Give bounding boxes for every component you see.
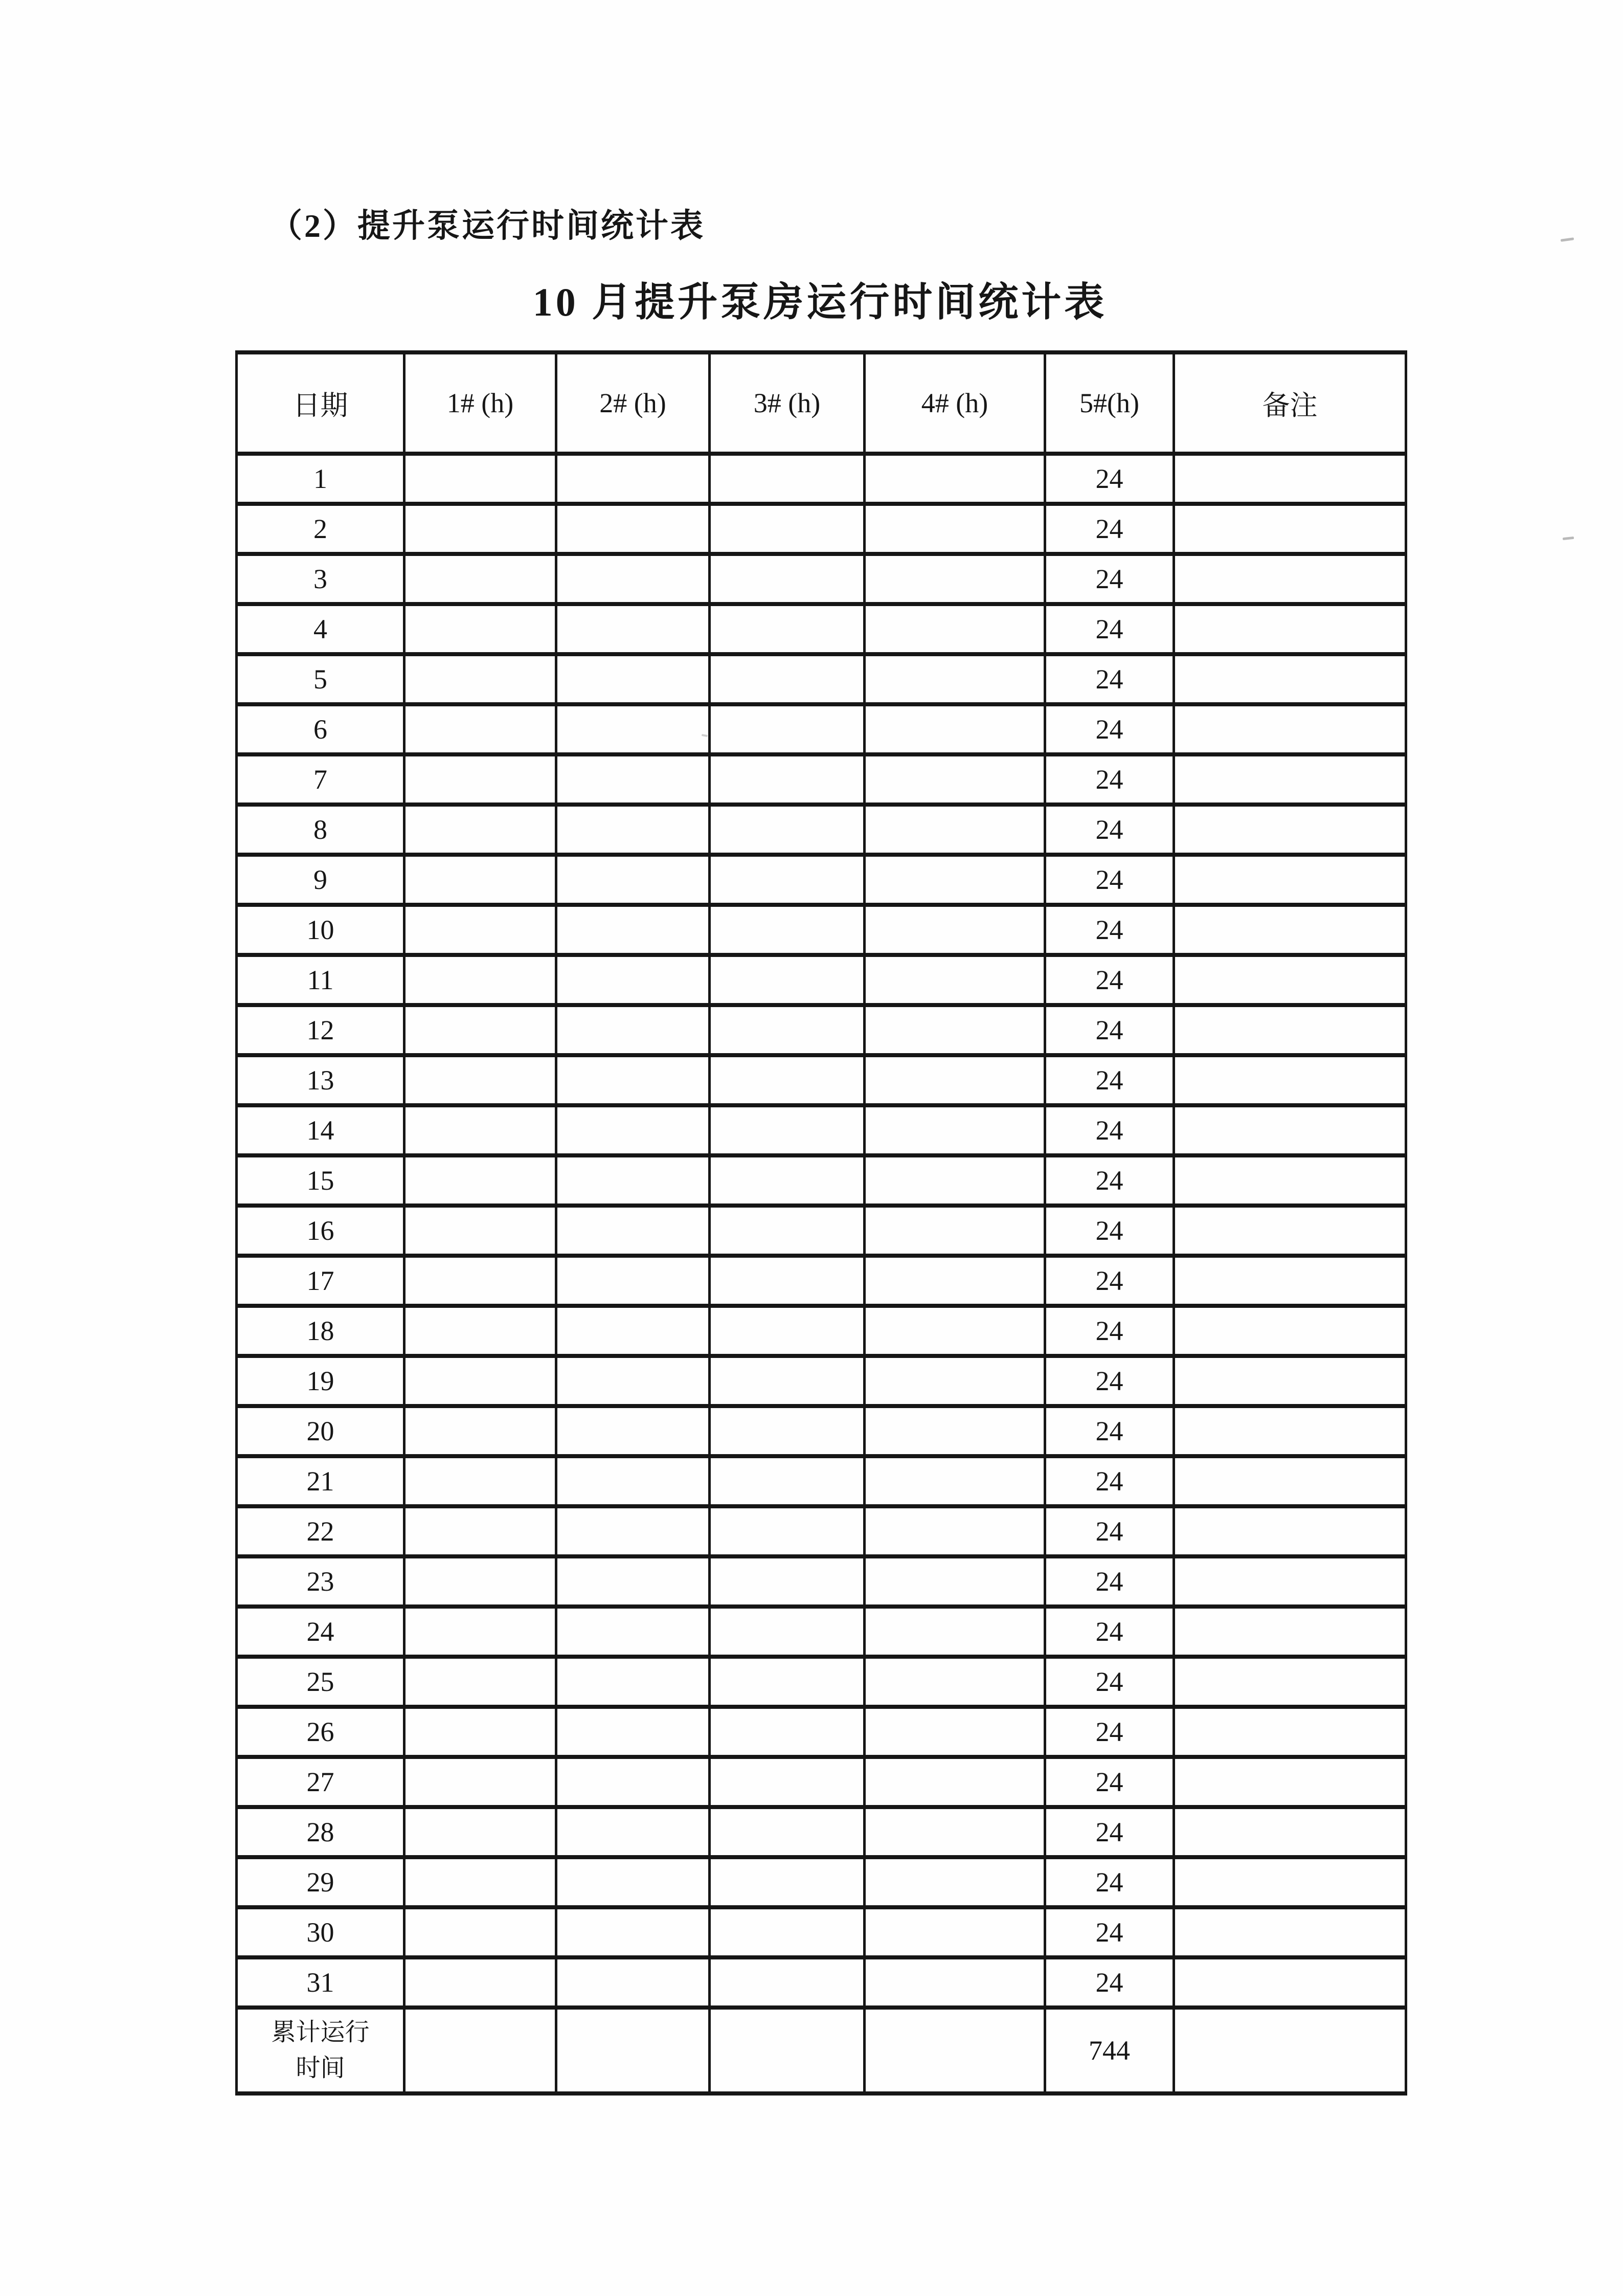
pump4-cell [865,1957,1045,2008]
pump5-cell: 24 [1045,1807,1174,1857]
pump3-cell [710,454,865,504]
day-cell: 9 [237,855,404,905]
pump4-cell [865,1306,1045,1356]
pump5-cell: 24 [1045,1657,1174,1707]
day-cell: 15 [237,1155,404,1206]
pump3-cell [710,1105,865,1155]
pump1-cell [404,654,556,704]
pump2-cell [556,1055,710,1105]
day-cell: 6 [237,704,404,754]
day-cell: 8 [237,805,404,855]
remark-cell [1174,905,1406,955]
pump1-cell [404,1807,556,1857]
pump2-cell [556,654,710,704]
pump1-cell [404,855,556,905]
pump1-cell [404,1907,556,1957]
table-row [237,1907,1406,1957]
table-row [237,654,1406,704]
table-row [237,1356,1406,1406]
pump1-cell [404,754,556,805]
remark-cell [1174,1356,1406,1406]
day-cell: 10 [237,905,404,955]
pump5-cell: 24 [1045,855,1174,905]
pump5-cell: 24 [1045,1306,1174,1356]
pump4-cell [865,704,1045,754]
remark-cell [1174,1005,1406,1055]
pump5-cell: 24 [1045,1256,1174,1306]
pump2-cell [556,1155,710,1206]
pump2-cell [556,1957,710,2008]
pump4-cell [865,1506,1045,1556]
remark-cell [1174,704,1406,754]
remark-cell [1174,1556,1406,1607]
day-cell: 12 [237,1005,404,1055]
pump2-cell [556,554,710,604]
remark-cell [1174,1105,1406,1155]
day-cell: 28 [237,1807,404,1857]
pump5-cell: 24 [1045,1406,1174,1456]
remark-cell [1174,654,1406,704]
table-row [237,704,1406,754]
table-row [237,754,1406,805]
pump4-cell [865,1556,1045,1607]
pump2-cell [556,1807,710,1857]
remark-cell [1174,1506,1406,1556]
header-pump1: 1# (h) [404,352,556,454]
pump4-cell [865,754,1045,805]
pump5-cell: 24 [1045,754,1174,805]
remark-cell [1174,1957,1406,2008]
pump1-cell [404,1406,556,1456]
pump3-cell [710,1055,865,1105]
pump5-cell: 24 [1045,1206,1174,1256]
pump2-cell [556,855,710,905]
table-row [237,1306,1406,1356]
pump5-cell: 24 [1045,504,1174,554]
remark-cell [1174,1757,1406,1807]
pump4-cell [865,1607,1045,1657]
pump1-cell [404,1456,556,1506]
table-footer [237,2008,1406,2093]
pump1-cell [404,604,556,654]
pump3-cell [710,855,865,905]
table-row [237,855,1406,905]
pump5-cell: 24 [1045,1506,1174,1556]
pump1-cell [404,1957,556,2008]
remark-cell [1174,604,1406,654]
pump4-cell [865,554,1045,604]
pump5-cell: 24 [1045,704,1174,754]
total-pump3-cell [710,2008,865,2093]
day-cell: 24 [237,1607,404,1657]
pump4-cell [865,905,1045,955]
pump5-cell: 24 [1045,604,1174,654]
pump3-cell [710,1907,865,1957]
pump2-cell [556,1506,710,1556]
pump1-cell [404,554,556,604]
total-pump5-cell: 744 [1045,2008,1174,2093]
pump5-cell: 24 [1045,1556,1174,1607]
pump2-cell [556,1757,710,1807]
pump2-cell [556,1206,710,1256]
pump2-cell [556,805,710,855]
pump2-cell [556,454,710,504]
day-cell: 13 [237,1055,404,1105]
pump3-cell [710,905,865,955]
pump2-cell [556,1406,710,1456]
pump2-cell [556,1306,710,1356]
header-pump2: 2# (h) [556,352,710,454]
pump3-cell [710,1356,865,1406]
day-cell: 2 [237,504,404,554]
pump1-cell [404,704,556,754]
pump4-cell [865,1757,1045,1807]
pump5-cell: 24 [1045,1155,1174,1206]
remark-cell [1174,1807,1406,1857]
pump3-cell [710,1256,865,1306]
pump5-cell: 24 [1045,1957,1174,2008]
pump3-cell [710,1607,865,1657]
pump1-cell [404,1206,556,1256]
pump4-cell [865,1256,1045,1306]
pump1-cell [404,1155,556,1206]
pump3-cell [710,1506,865,1556]
day-cell: 19 [237,1356,404,1406]
pump1-cell [404,1005,556,1055]
total-remark-cell [1174,2008,1406,2093]
pump5-cell: 24 [1045,1456,1174,1506]
table-row [237,1506,1406,1556]
pump2-cell [556,955,710,1005]
day-cell: 7 [237,754,404,805]
section-heading: （2）提升泵运行时间统计表 [269,208,705,244]
pump3-cell [710,1757,865,1807]
pump2-cell [556,1456,710,1506]
table-row [237,1957,1406,2008]
remark-cell [1174,1857,1406,1907]
remark-cell [1174,1206,1406,1256]
pump5-cell: 24 [1045,554,1174,604]
pump3-cell [710,1556,865,1607]
pump3-cell [710,704,865,754]
pump3-cell [710,1857,865,1907]
pump3-cell [710,1657,865,1707]
pump3-cell [710,1306,865,1356]
day-cell: 31 [237,1957,404,2008]
pump3-cell [710,1155,865,1206]
pump2-cell [556,1707,710,1757]
pump5-cell: 24 [1045,1707,1174,1757]
table-row [237,1657,1406,1707]
table-row [237,1406,1406,1456]
pump2-cell [556,1857,710,1907]
pump4-cell [865,604,1045,654]
table-title: 10 月提升泵房运行时间统计表 [532,280,1108,324]
pump2-cell [556,754,710,805]
table-row [237,1807,1406,1857]
table-row [237,1556,1406,1607]
pump1-cell [404,1506,556,1556]
pump3-cell [710,1206,865,1256]
table-row [237,1206,1406,1256]
pump4-cell [865,1707,1045,1757]
pump4-cell [865,855,1045,905]
table-row [237,1105,1406,1155]
table-row [237,1055,1406,1105]
total-pump1-cell [404,2008,556,2093]
pump3-cell [710,805,865,855]
pump1-cell [404,1105,556,1155]
pump1-cell [404,1607,556,1657]
pump2-cell [556,905,710,955]
total-pump2-cell [556,2008,710,2093]
pump4-cell [865,1005,1045,1055]
pump4-cell [865,805,1045,855]
header-pump4: 4# (h) [865,352,1045,454]
remark-cell [1174,1155,1406,1206]
pump5-cell: 24 [1045,1857,1174,1907]
pump2-cell [556,504,710,554]
remark-cell [1174,504,1406,554]
pump4-cell [865,1657,1045,1707]
pump4-cell [865,955,1045,1005]
table-header [237,352,1406,454]
total-label-line1: 累计运行 [271,2019,370,2046]
pump5-cell: 24 [1045,955,1174,1005]
pump2-cell [556,1556,710,1607]
pump3-cell [710,955,865,1005]
pump1-cell [404,454,556,504]
pump1-cell [404,1556,556,1607]
pump4-cell [865,1807,1045,1857]
pump5-cell: 24 [1045,454,1174,504]
table-row [237,905,1406,955]
pump3-cell [710,754,865,805]
pump3-cell [710,1406,865,1456]
remark-cell [1174,1707,1406,1757]
remark-cell [1174,1456,1406,1506]
day-cell: 4 [237,604,404,654]
pump1-cell [404,1356,556,1406]
pump4-cell [865,1857,1045,1907]
table-row [237,604,1406,654]
header-remark: 备注 [1174,352,1406,454]
pump3-cell [710,504,865,554]
header-date: 日期 [237,352,404,454]
day-cell: 26 [237,1707,404,1757]
pump1-cell [404,504,556,554]
pump-runtime-table [235,350,1407,2096]
table-row [237,1707,1406,1757]
day-cell: 25 [237,1657,404,1707]
remark-cell [1174,1657,1406,1707]
pump4-cell [865,454,1045,504]
scan-artifact [1561,237,1574,242]
remark-cell [1174,1055,1406,1105]
table-row [237,955,1406,1005]
pump4-cell [865,1907,1045,1957]
day-cell: 11 [237,955,404,1005]
table-row [237,805,1406,855]
day-cell: 21 [237,1456,404,1506]
day-cell: 27 [237,1757,404,1807]
pump3-cell [710,554,865,604]
pump1-cell [404,1857,556,1907]
pump1-cell [404,1055,556,1105]
table-row [237,1005,1406,1055]
table-row [237,1456,1406,1506]
pump2-cell [556,604,710,654]
remark-cell [1174,1907,1406,1957]
pump3-cell [710,604,865,654]
day-cell: 23 [237,1556,404,1607]
total-row [237,2008,1406,2093]
pump1-cell [404,1657,556,1707]
day-cell: 14 [237,1105,404,1155]
pump4-cell [865,1206,1045,1256]
pump5-cell: 24 [1045,1055,1174,1105]
pump4-cell [865,1356,1045,1406]
total-pump4-cell [865,2008,1045,2093]
pump2-cell [556,1657,710,1707]
pump4-cell [865,1406,1045,1456]
pump4-cell [865,1105,1045,1155]
table-row [237,1155,1406,1206]
remark-cell [1174,1306,1406,1356]
pump3-cell [710,1456,865,1506]
pump4-cell [865,1155,1045,1206]
pump2-cell [556,1005,710,1055]
pump2-cell [556,704,710,754]
pump5-cell: 24 [1045,1907,1174,1957]
pump1-cell [404,1707,556,1757]
table-row [237,1857,1406,1907]
day-cell: 5 [237,654,404,704]
pump1-cell [404,1757,556,1807]
pump5-cell: 24 [1045,1005,1174,1055]
day-cell: 16 [237,1206,404,1256]
table-row [237,1256,1406,1306]
pump4-cell [865,504,1045,554]
day-cell: 17 [237,1256,404,1306]
header-row [237,352,1406,454]
pump4-cell [865,1055,1045,1105]
remark-cell [1174,754,1406,805]
pump2-cell [556,1607,710,1657]
pump2-cell [556,1907,710,1957]
header-pump5: 5#(h) [1045,352,1174,454]
pump4-cell [865,1456,1045,1506]
remark-cell [1174,855,1406,905]
table-row [237,454,1406,504]
table-body [237,454,1406,2008]
remark-cell [1174,1607,1406,1657]
remark-cell [1174,805,1406,855]
day-cell: 29 [237,1857,404,1907]
table-row [237,554,1406,604]
remark-cell [1174,955,1406,1005]
pump2-cell [556,1256,710,1306]
header-pump3: 3# (h) [710,352,865,454]
pump5-cell: 24 [1045,1356,1174,1406]
pump3-cell [710,1005,865,1055]
pump5-cell: 24 [1045,654,1174,704]
day-cell: 1 [237,454,404,504]
pump5-cell: 24 [1045,1607,1174,1657]
pump5-cell: 24 [1045,905,1174,955]
pump3-cell [710,1957,865,2008]
pump1-cell [404,955,556,1005]
remark-cell [1174,454,1406,504]
pump4-cell [865,654,1045,704]
total-label-line2: 时间 [296,2055,345,2082]
pump5-cell: 24 [1045,1105,1174,1155]
day-cell: 18 [237,1306,404,1356]
total-label-cell [237,2008,404,2093]
pump3-cell [710,1807,865,1857]
pump1-cell [404,905,556,955]
remark-cell [1174,554,1406,604]
remark-cell [1174,1406,1406,1456]
table-row [237,504,1406,554]
table-row [237,1607,1406,1657]
pump3-cell [710,654,865,704]
pump1-cell [404,1306,556,1356]
day-cell: 3 [237,554,404,604]
day-cell: 22 [237,1506,404,1556]
day-cell: 20 [237,1406,404,1456]
table-row [237,1757,1406,1807]
pump1-cell [404,1256,556,1306]
pump5-cell: 24 [1045,805,1174,855]
pump5-cell: 24 [1045,1757,1174,1807]
scan-artifact [1563,537,1574,540]
remark-cell [1174,1256,1406,1306]
pump2-cell [556,1105,710,1155]
pump2-cell [556,1356,710,1406]
day-cell: 30 [237,1907,404,1957]
pump3-cell [710,1707,865,1757]
pump1-cell [404,805,556,855]
